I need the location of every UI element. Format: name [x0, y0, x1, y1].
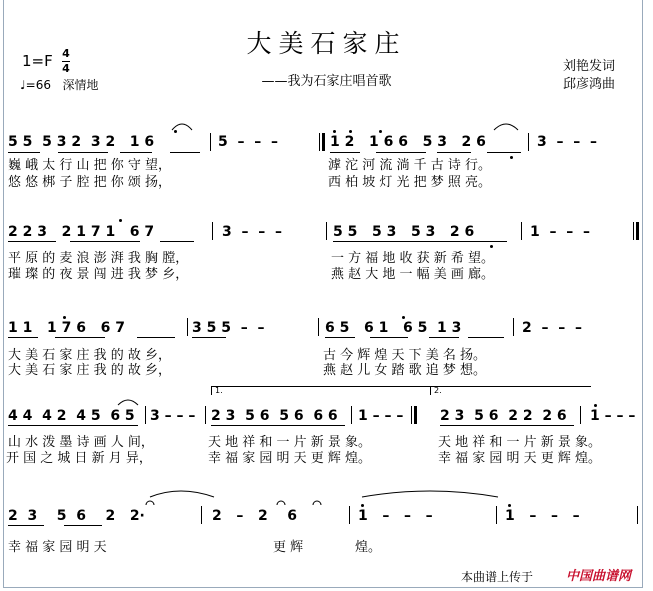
tempo-marking: ♩=66 深情地: [20, 78, 99, 92]
lyrics-4-verse-2: 开 国 之 城 日 新 月 异，: [6, 451, 152, 466]
repeat-end-thin: [633, 222, 634, 240]
repeat-end-thin: [411, 406, 412, 424]
high-dot: [63, 316, 66, 319]
repeat-end: [636, 222, 639, 240]
notes-line-4f: 1 – – –: [590, 408, 636, 424]
underline: [325, 337, 355, 338]
underline: [58, 152, 108, 153]
lyrics-2-verse-2: 璀 璨 的 夜 景 闯 进 我 梦 乡，: [8, 267, 189, 282]
underline: [376, 152, 426, 153]
underline: [211, 425, 345, 426]
underline: [192, 337, 226, 338]
notes-line-2d: 1 – – –: [530, 224, 590, 240]
notes-line-3b: 3 5 5 – –: [192, 320, 265, 336]
barline: [145, 406, 146, 424]
lyrics-3-verse-1: 大 美 石 家 庄 我 的 故 乡，: [8, 348, 172, 363]
lyrics-1b-verse-1: 滹 沱 河 流 淌 千 古 诗 行。: [328, 158, 492, 173]
underline: [8, 241, 56, 242]
high-dot: [508, 504, 511, 507]
high-dot: [594, 404, 597, 407]
lyrics-2b-verse-2: 燕 赵 大 地 一 幅 美 画 廊。: [331, 267, 495, 282]
subtitle: ——我为石家庄唱首歌: [261, 74, 392, 89]
lyrics-1-verse-1: 巍 峨 太 行 山 把 你 守 望，: [8, 158, 172, 173]
barline: [201, 506, 202, 524]
underline: [429, 337, 459, 338]
notes-line-4d: 1 – – –: [358, 408, 404, 424]
notes-line-1c: 1 2 1 6 6 5 3 2 6: [330, 134, 486, 150]
barline: [351, 406, 352, 424]
underline: [55, 337, 105, 338]
notes-line-3: 1 1 1 7 6 6 7: [8, 320, 125, 336]
underline: [120, 152, 152, 153]
notes-line-1: 5 5 5 3 2 3 2 1 6: [8, 134, 155, 150]
barline: [210, 133, 211, 151]
notes-line-5b: 2 – 2 6: [212, 508, 297, 524]
barline: [318, 318, 319, 336]
lyrics-4b-verse-1: 天 地 祥 和 一 片 新 景 象。: [208, 435, 372, 450]
lyrics-2b-verse-1: 一 方 福 地 收 获 新 希 望。: [331, 251, 495, 266]
barline: [349, 506, 350, 524]
barline: [319, 133, 320, 151]
underline: [330, 152, 360, 153]
lyrics-5-c: 煌。: [355, 540, 382, 555]
barline: [187, 318, 188, 336]
notes-line-2b: 3 – – –: [222, 224, 282, 240]
notes-line-4: 4 4 4 2 4 5 6 5: [8, 408, 135, 424]
barline: [528, 133, 529, 151]
high-dot: [349, 130, 352, 133]
high-dot: [361, 504, 364, 507]
notes-line-1b: 5 – – –: [218, 134, 278, 150]
volta-1: 1.: [211, 386, 430, 395]
underline: [440, 425, 574, 426]
underline: [333, 241, 507, 242]
lyrics-4c-verse-1: 天 地 祥 和 一 片 新 景 象。: [438, 435, 602, 450]
underline: [8, 337, 38, 338]
underline: [137, 337, 175, 338]
notes-line-4c: 2 3 5 6 5 6 6 6: [211, 408, 338, 424]
lyrics-3b-verse-1: 古 今 辉 煌 天 下 美 名 扬。: [323, 348, 487, 363]
barline: [212, 222, 213, 240]
lyricist-credit: 刘艳发词: [563, 59, 616, 74]
repeat-end: [414, 406, 417, 424]
barline: [496, 506, 497, 524]
underline: [437, 152, 471, 153]
notes-line-3c: 6 5 6 1 6 5 1 3: [325, 320, 462, 336]
notes-line-4b: 3 – – –: [150, 408, 196, 424]
lyrics-3b-verse-2: 燕 赵 儿 女 踏 歌 追 梦 想。: [323, 363, 487, 378]
lyrics-2-verse-1: 平 原 的 麦 浪 澎 湃 我 胸 膛，: [8, 251, 189, 266]
notes-line-1d: 3 – – –: [537, 134, 597, 150]
notes-line-5: 2 3 5 6 2 2·: [8, 508, 145, 524]
notes-line-5c: 1 – – –: [358, 508, 433, 524]
barline: [205, 406, 206, 424]
underline: [8, 425, 138, 426]
lyrics-1b-verse-2: 西 柏 坡 灯 光 把 梦 照 亮。: [328, 175, 492, 190]
notes-line-2: 2 2 3 2 1 7 1 6 7: [8, 224, 155, 240]
underline: [8, 152, 40, 153]
notes-line-3d: 2 – – –: [522, 320, 582, 336]
composer-credit: 邱彦鸿曲: [563, 77, 616, 92]
lyrics-3-verse-2: 大 美 石 家 庄 我 的 故 乡，: [8, 363, 172, 378]
notes-line-5d: 1 – – –: [505, 508, 580, 524]
barline: [513, 318, 514, 336]
page-title: 大美石家庄: [246, 29, 407, 58]
lyrics-4c-verse-2: 幸 福 家 园 明 天 更 辉 煌。: [438, 451, 602, 466]
underline: [8, 525, 44, 526]
repeat-start: [322, 133, 325, 151]
barline: [326, 222, 327, 240]
high-dot: [402, 316, 405, 319]
underline: [170, 152, 200, 153]
low-dot: [510, 156, 513, 159]
high-dot: [174, 130, 177, 133]
high-dot: [379, 130, 382, 133]
barline: [580, 406, 581, 424]
site-logo: 中国曲谱网: [566, 569, 632, 584]
barline: [521, 222, 522, 240]
notes-line-2c: 5 5 5 3 5 3 2 6: [333, 224, 475, 240]
key-signature: 1=F: [22, 52, 53, 70]
underline: [160, 241, 194, 242]
underline: [70, 241, 140, 242]
lyrics-1-verse-2: 悠 悠 梆 子 腔 把 你 颂 扬，: [8, 175, 172, 190]
barline: [637, 506, 638, 524]
underline: [468, 337, 504, 338]
lyrics-4-verse-1: 山 水 泼 墨 诗 画 人 间，: [8, 435, 154, 450]
notes-line-4e: 2 3 5 6 2 2 2 6: [440, 408, 567, 424]
underline: [487, 152, 521, 153]
underline: [370, 337, 408, 338]
high-dot: [119, 219, 122, 222]
underline: [64, 525, 102, 526]
time-signature: 4 4: [62, 47, 70, 75]
lyrics-5-a: 幸 福 家 园 明 天: [8, 540, 107, 555]
upload-text: 本曲谱上传于: [461, 570, 534, 584]
volta-2: 2.: [430, 386, 591, 395]
high-dot: [333, 130, 336, 133]
lyrics-4b-verse-2: 幸 福 家 园 明 天 更 辉 煌。: [208, 451, 372, 466]
lyrics-5-b: 更 辉: [273, 540, 304, 555]
